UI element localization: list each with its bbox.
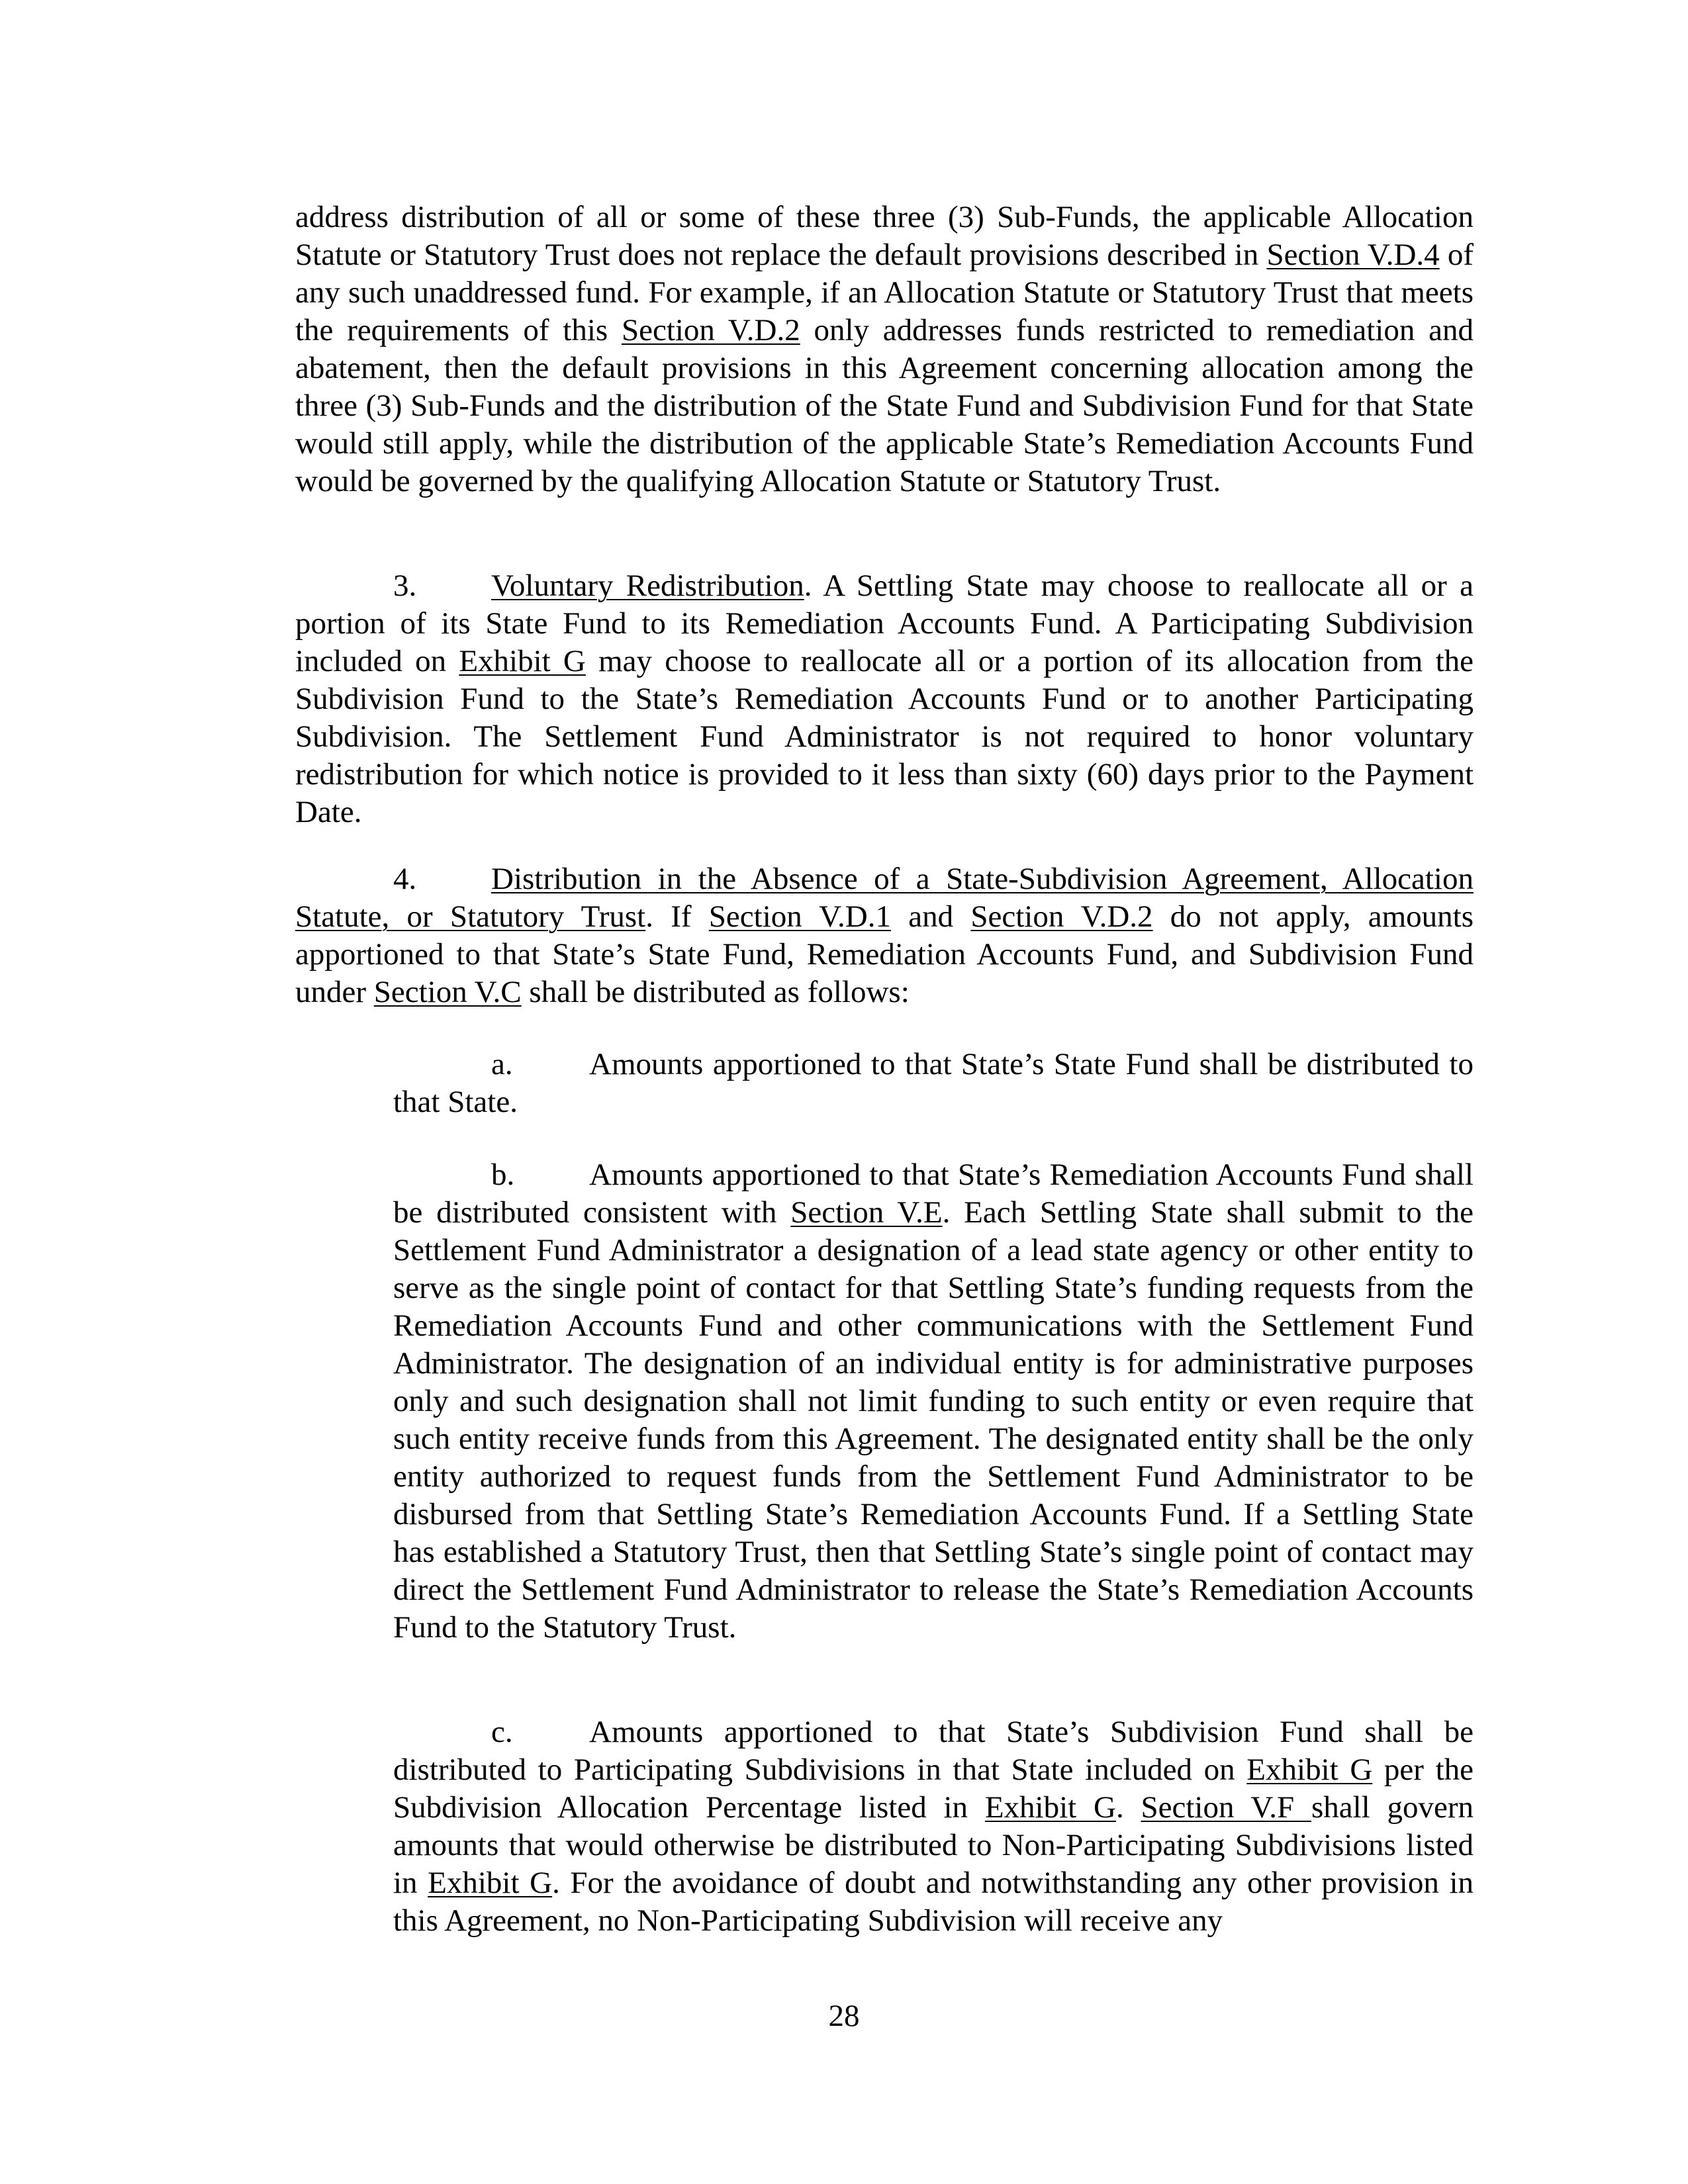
item-b-letter: b. — [491, 1158, 515, 1192]
item-c-letter: c. — [491, 1715, 513, 1749]
section-4-text-1: . If — [645, 899, 709, 934]
section-v-e-reference: Section V.E — [790, 1195, 943, 1230]
item-a-paragraph — [393, 1046, 1474, 1121]
section-v-d-1-reference: Section V.D.1 — [708, 899, 891, 934]
item-c-text-2: per the Subdivision Allocation Percentage listed in — [393, 1752, 1474, 1825]
section-3-text-2: may choose to reallocate all or a portion of its allocation from the Subdivision Fund to the State’s Remediation Accounts Fund or to another Participating Subdivision. The Settlement Fund Administrator is not required to honor voluntary redistribution for which notice is provided to it less than sixty (60) days prior to the Payment Date. — [295, 644, 1474, 829]
item-c-paragraph — [393, 1713, 1474, 1940]
item-a-text: Amounts apportioned to that State’s State Fund shall be distributed to that State. — [393, 1047, 1474, 1119]
item-b-paragraph — [393, 1156, 1474, 1647]
item-c-text-3: . — [1115, 1790, 1141, 1825]
section-3-number: 3. — [393, 569, 417, 603]
section-4-heading: Distribution in the Absence of a State-Subdivision Agreement, Allocation Statute, or Statutory Trust — [295, 862, 1474, 934]
intro-text-3: only addresses funds restricted to remediation and abatement, then the default provisions in this Agreement concerning allocation among the three (3) Sub-Funds and the distribution of the State Fund and Subdivision Fund for that State would still apply, while the distribution of the applicable State’s Remediation Accounts Fund would be governed by the qualifying Allocation Statute or Statutory Trust. — [295, 313, 1474, 498]
section-v-d-4-reference: Section V.D.4 — [1266, 238, 1440, 272]
section-4-text-4: shall be distributed as follows: — [521, 975, 910, 1009]
section-4-text-3: do not apply, amounts apportioned to that State’s State Fund, Remediation Accounts Fund, and Subdivision Fund under — [295, 899, 1474, 1009]
intro-paragraph — [295, 199, 1474, 500]
section-3-paragraph — [295, 567, 1474, 831]
section-4-paragraph — [295, 860, 1474, 1011]
section-4-number: 4. — [393, 862, 417, 896]
item-b-text-1: Amounts apportioned to that State’s Remediation Accounts Fund shall be distributed consistent with — [393, 1158, 1474, 1230]
exhibit-g-reference: Exhibit G — [984, 1790, 1116, 1825]
item-a-letter: a. — [491, 1047, 513, 1081]
section-3-heading: Voluntary Redistribution — [491, 569, 804, 603]
section-v-f-reference: Section V.F — [1141, 1790, 1311, 1825]
intro-text-1: address distribution of all or some of these three (3) Sub-Funds, the applicable Allocation Statute or Statutory Trust does not replace the default provisions described in — [295, 200, 1474, 272]
section-v-c-reference: Section V.C — [373, 975, 522, 1009]
intro-text-2: of any such unaddressed fund. For example, if an Allocation Statute or Statutory Trust that meets the requirements of this — [295, 238, 1474, 347]
exhibit-g-reference: Exhibit G — [428, 1866, 553, 1900]
section-3-text-1: . A Settling State may choose to reallocate all or a portion of its State Fund to its Remediation Accounts Fund. A Participating Subdivision included on — [295, 569, 1474, 678]
section-v-d-2-reference: Section V.D.2 — [621, 313, 800, 347]
item-c-text-4: shall govern amounts that would otherwise be distributed to Non-Participating Subdivisions listed in — [393, 1790, 1474, 1900]
exhibit-g-reference: Exhibit G — [459, 644, 586, 678]
item-c-text-1: Amounts apportioned to that State’s Subdivision Fund shall be distributed to Participating Subdivisions in that State included on — [393, 1715, 1474, 1787]
section-v-d-2-reference: Section V.D.2 — [970, 899, 1153, 934]
page-number: 28 — [828, 1999, 860, 2033]
section-4-text-2: and — [890, 899, 971, 934]
item-b-text-2: . Each Settling State shall submit to the Settlement Fund Administrator a designation of a lead state agency or other entity to serve as the single point of contact for that Settling State’s funding requests from the Remediation Accounts Fund and other communications with the Settlement Fund Administrator. The designation of an individual entity is for administrative purposes only and such designation shall not limit funding to such entity or even require that such entity receive funds from this Agreement. The designated entity shall be the only entity authorized to request funds from the Settlement Fund Administrator to be disbursed from that Settling State’s Remediation Accounts Fund. If a Settling State has established a Statutory Trust, then that Settling State’s single point of contact may direct the Settlement Fund Administrator to release the State’s Remediation Accounts Fund to the Statutory Trust. — [393, 1195, 1474, 1645]
item-c-text-5: . For the avoidance of doubt and notwithstanding any other provision in this Agreement, no Non-Participating Subdivision will receive any — [393, 1866, 1474, 1938]
exhibit-g-reference: Exhibit G — [1246, 1752, 1373, 1787]
